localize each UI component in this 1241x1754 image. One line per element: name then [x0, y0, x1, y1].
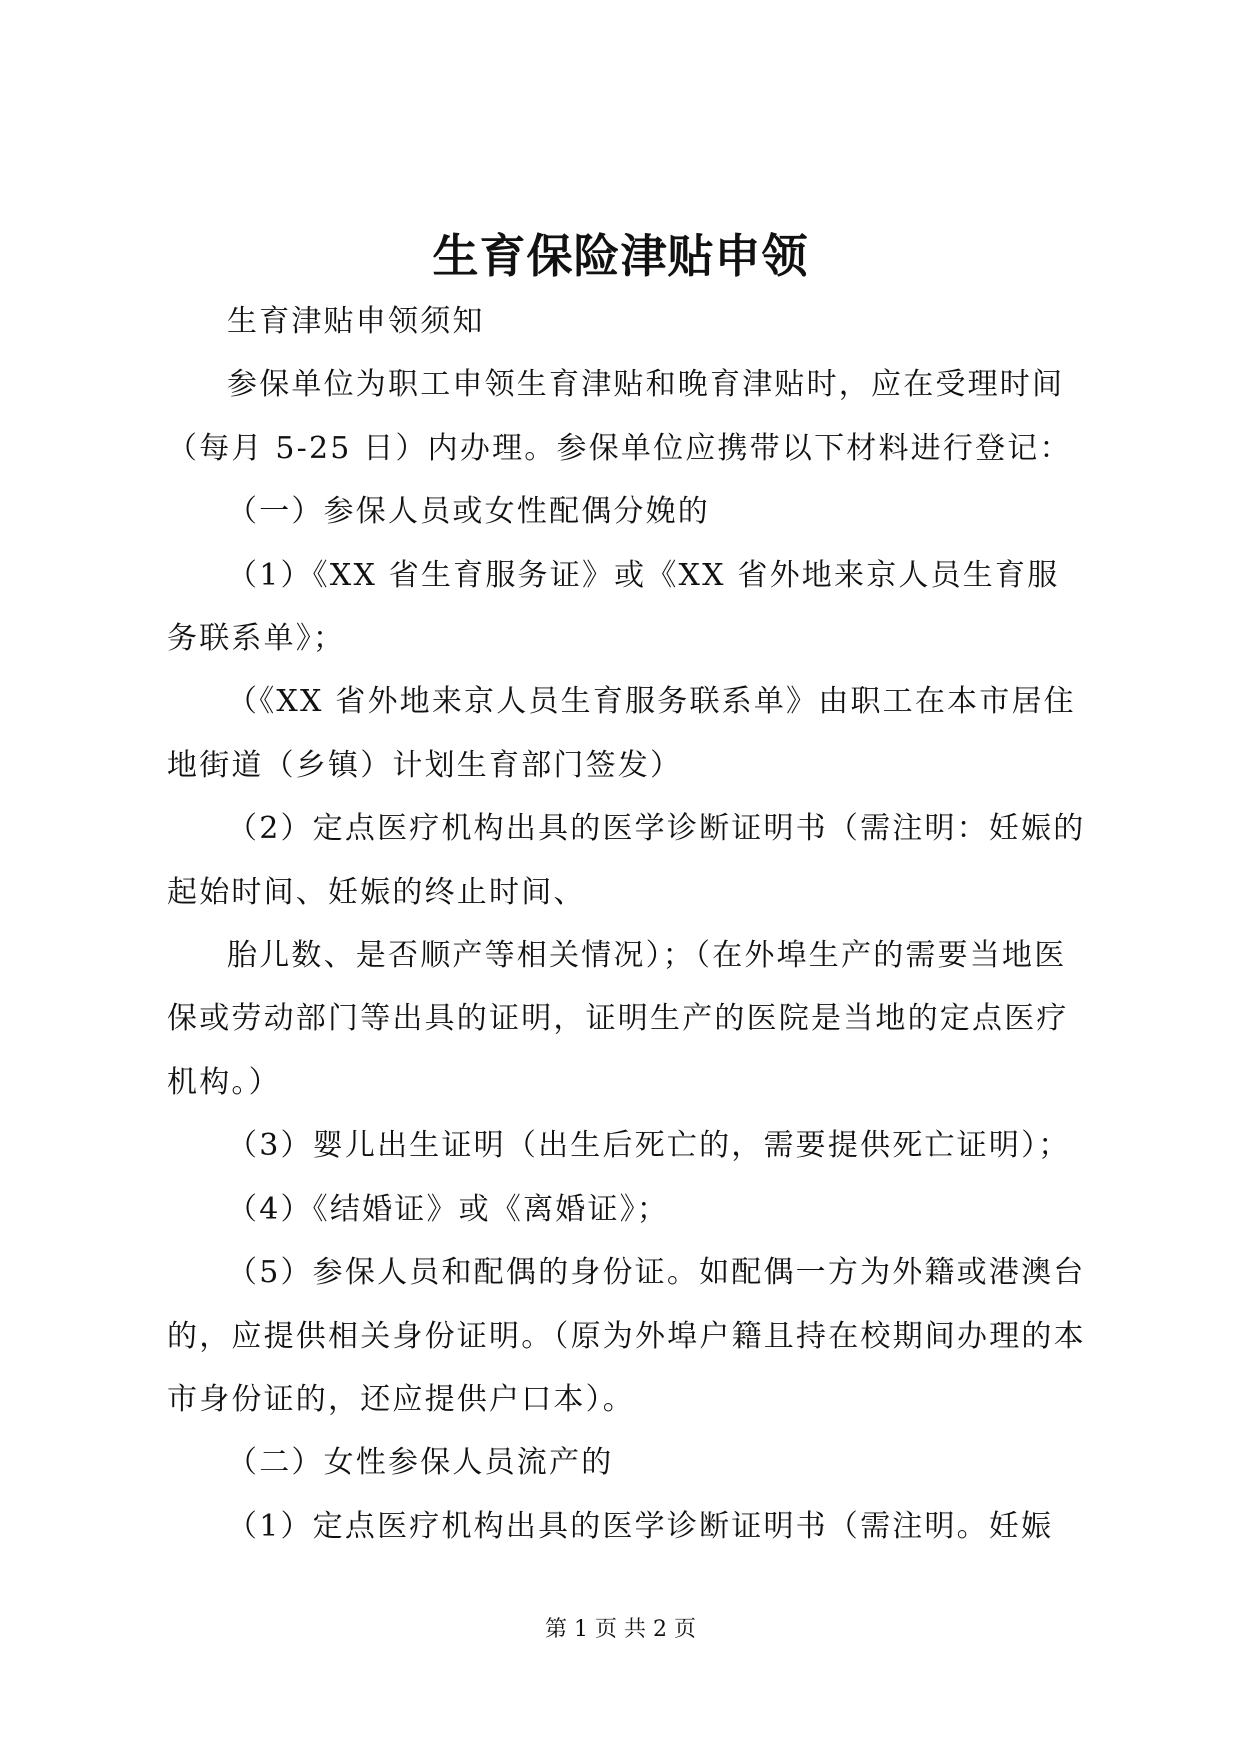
paragraph: （5）参保人员和配偶的身份证。如配偶一方为外籍或港澳台的，应提供相关身份证明。（原为外埠户籍且持在校期间办理的本市身份证的，还应提供户口本）。: [167, 1255, 1086, 1417]
paragraph: 生育津贴申领须知: [227, 304, 485, 339]
paragraph: 参保单位为职工申领生育津贴和晚育津贴时，应在受理时间（每月 5-25 日）内办理。参保单位应携带以下材料进行登记：: [167, 367, 1072, 466]
paragraph: （一）参保人员或女性配偶分娩的: [227, 494, 710, 530]
paragraph: 胎儿数、是否顺产等相关情况）；（在外埠生产的需要当地医保或劳动部门等出具的证明，证明生产的医院是当地的定点医疗机构。）: [167, 938, 1069, 1100]
paragraph: （4）《结婚证》或《离婚证》；: [227, 1191, 670, 1227]
paragraph: （2）定点医疗机构出具的医学诊断证明书（需注明：妊娠的起始时间、妊娠的终止时间、: [167, 811, 1086, 910]
document-body: [167, 290, 1087, 1558]
paragraph: （1）《XX 省生育服务证》或《XX 省外地来京人员生育服务联系单》；: [167, 557, 1060, 657]
paragraph: （《XX 省外地来京人员生育服务联系单》由职工在本市居住地街道（乡镇）计划生育部门签发）: [167, 684, 1076, 783]
paragraph: （3）婴儿出生证明（出生后死亡的，需要提供死亡证明）；: [227, 1128, 1071, 1164]
page-number-footer: 第 1 页 共 2 页: [545, 1617, 696, 1642]
paragraph: （二）女性参保人员流产的: [227, 1445, 614, 1481]
document-title: 生育保险津贴申领: [432, 229, 809, 283]
paragraph: （1）定点医疗机构出具的医学诊断证明书（需注明。妊娠: [227, 1508, 1054, 1544]
